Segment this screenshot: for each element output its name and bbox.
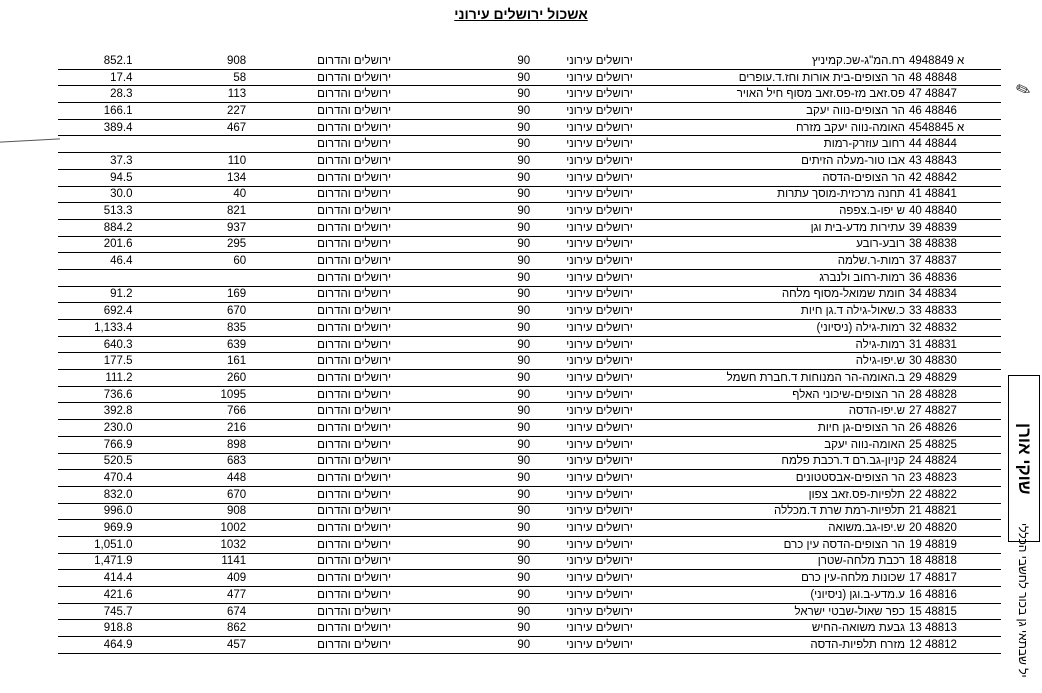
cell-line-id: 46 48846 [907,103,1001,120]
table-row [58,637,1001,654]
table-row [58,136,1001,153]
cell-line-id: 47 48847 [907,86,1001,103]
cell-region: ירושלים והדרום [248,587,460,604]
cell-route-name: הר הצופים-נווה יעקב [635,103,907,120]
cell-code: 90 [460,136,532,153]
cell-region: ירושלים והדרום [248,620,460,637]
cell-line-id: 15 48815 [907,603,1001,620]
table-row [58,603,1001,620]
cell-count: 477 [134,587,248,604]
cell-route-name: שכונות מלחה-עין כרם [635,570,907,587]
cell-region: ירושלים והדרום [248,153,460,170]
cell-region: ירושלים והדרום [248,103,460,120]
cell-value: 37.3 [58,153,134,170]
cell-value: 91.2 [58,286,134,303]
cell-line-id: 16 48816 [907,587,1001,604]
cell-count: 1002 [134,520,248,537]
cell-cluster: ירושלים עירוני [532,470,635,487]
cell-code: 90 [460,153,532,170]
cell-route-name: תלפיות-פס.זאב צפון [635,486,907,503]
table-row [58,186,1001,203]
cell-code: 90 [460,186,532,203]
cell-line-id: 32 48832 [907,320,1001,337]
cell-cluster: ירושלים עירוני [532,253,635,270]
cell-code: 90 [460,403,532,420]
cell-code: 90 [460,336,532,353]
cell-region: ירושלים והדרום [248,303,460,320]
cell-count: 898 [134,436,248,453]
table-row [58,253,1001,270]
cell-value: 421.6 [58,587,134,604]
cell-code: 90 [460,520,532,537]
cell-value: 969.9 [58,520,134,537]
cell-route-name: האומה-נווה יעקב מזרח [635,119,907,136]
cell-count: 908 [134,503,248,520]
table-row [58,119,1001,136]
cell-line-id: 41 48841 [907,186,1001,203]
cell-value: 852.1 [58,53,134,69]
cell-route-name: רמות-רחוב ולנברג [635,269,907,286]
cell-region: ירושלים והדרום [248,403,460,420]
cell-count: 58 [134,69,248,86]
cell-region: ירושלים והדרום [248,353,460,370]
cell-value: 392.8 [58,403,134,420]
cell-region: ירושלים והדרום [248,486,460,503]
table-row [58,69,1001,86]
handwritten-mark-icon: ✎ [1012,78,1034,103]
cell-code: 90 [460,453,532,470]
cell-count: 227 [134,103,248,120]
cell-code: 90 [460,253,532,270]
cell-line-id: 37 48837 [907,253,1001,270]
cell-code: 90 [460,169,532,186]
cell-route-name: רחוב עוזרק-רמות [635,136,907,153]
cell-route-name: ש.יפו-הדסה [635,403,907,420]
cell-route-name: הר הצופים-בית אורות וחז.ד.עופרים [635,69,907,86]
cell-value: 230.0 [58,420,134,437]
cell-code: 90 [460,320,532,337]
cell-count: 1141 [134,553,248,570]
stamp-signature: יל שבתאי גן בכור לחשבי הכללי [1016,522,1030,678]
cell-cluster: ירושלים עירוני [532,503,635,520]
cell-code: 90 [460,53,532,69]
cell-code: 90 [460,536,532,553]
lines-table [58,53,1001,654]
cell-value: 46.4 [58,253,134,270]
cell-region: ירושלים והדרום [248,320,460,337]
table-body [58,53,1001,653]
cell-value: 766.9 [58,436,134,453]
cell-line-id: 45א 48845 [907,119,1001,136]
cell-route-name: ש יפו-ב.צפפה [635,203,907,220]
cell-code: 90 [460,69,532,86]
cell-route-name: רובע-רובע [635,236,907,253]
cell-route-name: ש.יפו-גילה [635,353,907,370]
table-row [58,169,1001,186]
cell-value: 918.8 [58,620,134,637]
cell-code: 90 [460,603,532,620]
table-row [58,486,1001,503]
cell-region: ירושלים והדרום [248,420,460,437]
cell-route-name: הר הצופים-גן חיות [635,420,907,437]
cell-value: 832.0 [58,486,134,503]
cell-value: 166.1 [58,103,134,120]
cell-count: 639 [134,336,248,353]
cell-count [134,136,248,153]
cell-code: 90 [460,420,532,437]
cell-cluster: ירושלים עירוני [532,386,635,403]
cell-count: 110 [134,153,248,170]
cell-route-name: כפר שאול-שבטי ישראל [635,603,907,620]
cell-line-id: 36 48836 [907,269,1001,286]
cell-region: ירושלים והדרום [248,453,460,470]
cell-route-name: הר הצופים-הדסה [635,169,907,186]
cell-cluster: ירושלים עירוני [532,286,635,303]
table-row [58,320,1001,337]
cell-route-name: מזרח תלפיות-הדסה [635,637,907,654]
cell-route-name: ש.יפו-גב.משואה [635,520,907,537]
table-row [58,353,1001,370]
cell-cluster: ירושלים עירוני [532,603,635,620]
cell-route-name: תחנה מרכזית-מוסך עתרות [635,186,907,203]
cell-line-id: 19 48819 [907,536,1001,553]
cell-line-id: 39 48839 [907,219,1001,236]
table-row [58,269,1001,286]
table-row [58,86,1001,103]
cell-value: 1,133.4 [58,320,134,337]
cell-code: 90 [460,303,532,320]
cell-code: 90 [460,470,532,487]
cell-value: 30.0 [58,186,134,203]
cell-cluster: ירושלים עירוני [532,353,635,370]
cell-route-name: תלפיות-רמת שרת ד.מכללה [635,503,907,520]
cell-value: 389.4 [58,119,134,136]
cell-cluster: ירושלים עירוני [532,269,635,286]
cell-cluster: ירושלים עירוני [532,553,635,570]
cell-route-name: כ.שאול-גילה ד.גן חיות [635,303,907,320]
cell-route-name: רמות-גילה (ניסיוני) [635,320,907,337]
cell-cluster: ירושלים עירוני [532,203,635,220]
cell-count: 1095 [134,386,248,403]
cell-line-id: 20 48820 [907,520,1001,537]
cell-line-id: 24 48824 [907,453,1001,470]
cell-count [134,269,248,286]
cell-count: 674 [134,603,248,620]
cell-route-name: קניון-גב.רם ד.רכבת פלמח [635,453,907,470]
cell-route-name: רמות-ר.שלמה [635,253,907,270]
cell-code: 90 [460,503,532,520]
cell-line-id: 42 48842 [907,169,1001,186]
cell-route-name: חומת שמואל-מסוף מלחה [635,286,907,303]
cell-count: 295 [134,236,248,253]
cell-code: 90 [460,86,532,103]
cell-region: ירושלים והדרום [248,503,460,520]
cell-code: 90 [460,203,532,220]
cell-count: 113 [134,86,248,103]
cell-cluster: ירושלים עירוני [532,86,635,103]
cell-region: ירושלים והדרום [248,186,460,203]
cell-cluster: ירושלים עירוני [532,153,635,170]
cell-line-id: 13 48813 [907,620,1001,637]
cell-cluster: ירושלים עירוני [532,236,635,253]
cell-region: ירושלים והדרום [248,553,460,570]
cell-code: 90 [460,386,532,403]
table-row [58,570,1001,587]
cell-line-id: 30 48830 [907,353,1001,370]
cell-cluster: ירושלים עירוני [532,136,635,153]
cell-value: 640.3 [58,336,134,353]
cell-route-name: רכבת מלחה-שטרן [635,553,907,570]
cell-region: ירושלים והדרום [248,86,460,103]
cell-region: ירושלים והדרום [248,336,460,353]
cell-region: ירושלים והדרום [248,219,460,236]
cell-cluster: ירושלים עירוני [532,436,635,453]
table-row [58,536,1001,553]
table-row [58,203,1001,220]
table-row [58,370,1001,387]
stamp-name: שוקי אורן [1008,375,1040,542]
cell-line-id: 26 48826 [907,420,1001,437]
cell-cluster: ירושלים עירוני [532,536,635,553]
cell-line-id: 48 48848 [907,69,1001,86]
cell-cluster: ירושלים עירוני [532,103,635,120]
cell-region: ירושלים והדרום [248,536,460,553]
cell-code: 90 [460,269,532,286]
cell-line-id: 25 48825 [907,436,1001,453]
cell-cluster: ירושלים עירוני [532,453,635,470]
cell-cluster: ירושלים עירוני [532,420,635,437]
cell-line-id: 28 48828 [907,386,1001,403]
cell-region: ירושלים והדרום [248,119,460,136]
cell-code: 90 [460,286,532,303]
cell-count: 60 [134,253,248,270]
cell-count: 683 [134,453,248,470]
cell-count: 457 [134,637,248,654]
cell-route-name: הר הצופים-אבסטטונים [635,470,907,487]
cell-count: 260 [134,370,248,387]
table-row [58,470,1001,487]
cell-route-name: רמות-גילה [635,336,907,353]
table-row [58,587,1001,604]
cell-count: 134 [134,169,248,186]
cell-line-id: 49א 48849 [907,53,1001,69]
cell-cluster: ירושלים עירוני [532,637,635,654]
cell-count: 161 [134,353,248,370]
cell-count: 908 [134,53,248,69]
table-row [58,336,1001,353]
cell-region: ירושלים והדרום [248,236,460,253]
cell-line-id: 38 48838 [907,236,1001,253]
table-row [58,436,1001,453]
cell-value: 1,051.0 [58,536,134,553]
cell-value: 1,471.9 [58,553,134,570]
cell-code: 90 [460,570,532,587]
cell-count: 1032 [134,536,248,553]
table-row [58,303,1001,320]
cell-count: 40 [134,186,248,203]
cell-line-id: 34 48834 [907,286,1001,303]
cell-region: ירושלים והדרום [248,637,460,654]
cell-count: 862 [134,620,248,637]
cell-region: ירושלים והדרום [248,603,460,620]
cell-value: 736.6 [58,386,134,403]
cell-line-id: 29 48829 [907,370,1001,387]
cell-cluster: ירושלים עירוני [532,53,635,69]
cell-line-id: 17 48817 [907,570,1001,587]
cell-code: 90 [460,103,532,120]
cell-line-id: 22 48822 [907,486,1001,503]
cell-region: ירושלים והדרום [248,136,460,153]
cell-cluster: ירושלים עירוני [532,620,635,637]
table-row [58,286,1001,303]
cell-code: 90 [460,370,532,387]
cell-route-name: ב.האומה-הר המנוחות ד.חברת חשמל [635,370,907,387]
cell-code: 90 [460,219,532,236]
cell-code: 90 [460,119,532,136]
cell-cluster: ירושלים עירוני [532,486,635,503]
cell-route-name: אבו טור-מעלה הזיתים [635,153,907,170]
table-row [58,103,1001,120]
cell-count: 670 [134,303,248,320]
cell-cluster: ירושלים עירוני [532,370,635,387]
cell-line-id: 44 48844 [907,136,1001,153]
table-row [58,153,1001,170]
table-row [58,219,1001,236]
cell-value: 414.4 [58,570,134,587]
cell-value: 884.2 [58,219,134,236]
cell-cluster: ירושלים עירוני [532,219,635,236]
cell-code: 90 [460,637,532,654]
table-row [58,420,1001,437]
cell-value: 520.5 [58,453,134,470]
cell-value: 177.5 [58,353,134,370]
table-row [58,386,1001,403]
cell-value: 470.4 [58,470,134,487]
cell-code: 90 [460,486,532,503]
cell-value: 94.5 [58,169,134,186]
cell-line-id: 31 48831 [907,336,1001,353]
cell-region: ירושלים והדרום [248,253,460,270]
cell-count: 937 [134,219,248,236]
cell-route-name: הר הצופים-שיכוני האלף [635,386,907,403]
cell-cluster: ירושלים עירוני [532,303,635,320]
cell-line-id: 21 48821 [907,503,1001,520]
cell-cluster: ירושלים עירוני [532,119,635,136]
cell-line-id: 18 48818 [907,553,1001,570]
cell-cluster: ירושלים עירוני [532,570,635,587]
cell-code: 90 [460,620,532,637]
cell-line-id: 43 48843 [907,153,1001,170]
cell-route-name: ע.מדע-ב.וגן (ניסיוני) [635,587,907,604]
cell-region: ירושלים והדרום [248,286,460,303]
cell-value: 745.7 [58,603,134,620]
cell-route-name: עתירות מדע-בית וגן [635,219,907,236]
cell-count: 670 [134,486,248,503]
cell-route-name: גבעת משואה-החיש [635,620,907,637]
cell-cluster: ירושלים עירוני [532,186,635,203]
cell-region: ירושלים והדרום [248,570,460,587]
cell-line-id: 40 48840 [907,203,1001,220]
cell-code: 90 [460,436,532,453]
cell-value: 28.3 [58,86,134,103]
cell-count: 409 [134,570,248,587]
table-row [58,553,1001,570]
cell-count: 766 [134,403,248,420]
cell-region: ירושלים והדרום [248,470,460,487]
table-row [58,53,1001,69]
cell-cluster: ירושלים עירוני [532,320,635,337]
cell-value: 513.3 [58,203,134,220]
cell-cluster: ירושלים עירוני [532,587,635,604]
table-row [58,236,1001,253]
cell-region: ירושלים והדרום [248,269,460,286]
table-row [58,520,1001,537]
cell-region: ירושלים והדרום [248,436,460,453]
cell-cluster: ירושלים עירוני [532,169,635,186]
cell-count: 821 [134,203,248,220]
table-row [58,503,1001,520]
cell-value: 17.4 [58,69,134,86]
cell-code: 90 [460,353,532,370]
cell-region: ירושלים והדרום [248,53,460,69]
cell-line-id: 27 48827 [907,403,1001,420]
cell-region: ירושלים והדרום [248,69,460,86]
cell-region: ירושלים והדרום [248,386,460,403]
cell-count: 169 [134,286,248,303]
cell-value: 692.4 [58,303,134,320]
cell-region: ירושלים והדרום [248,370,460,387]
cell-value: 464.9 [58,637,134,654]
cell-value [58,136,134,153]
stray-line [0,138,60,142]
cell-code: 90 [460,553,532,570]
cell-line-id: 12 48812 [907,637,1001,654]
cell-count: 216 [134,420,248,437]
cell-cluster: ירושלים עירוני [532,69,635,86]
cell-code: 90 [460,236,532,253]
cell-route-name: פס.זאב מז-פס.זאב מסוף חיל האויר [635,86,907,103]
table-row [58,620,1001,637]
cell-value: 201.6 [58,236,134,253]
cell-count: 467 [134,119,248,136]
cell-cluster: ירושלים עירוני [532,336,635,353]
cell-region: ירושלים והדרום [248,169,460,186]
cell-route-name: האומה-נווה יעקב [635,436,907,453]
cell-count: 448 [134,470,248,487]
cell-line-id: 23 48823 [907,470,1001,487]
cell-code: 90 [460,587,532,604]
cell-route-name: רח.המ"ג-שכ.קמיניץ [635,53,907,69]
cell-line-id: 33 48833 [907,303,1001,320]
cell-route-name: הר הצופים-הדסה עין כרם [635,536,907,553]
cell-count: 835 [134,320,248,337]
cell-value [58,269,134,286]
cell-cluster: ירושלים עירוני [532,403,635,420]
table-row [58,453,1001,470]
cell-region: ירושלים והדרום [248,203,460,220]
cell-cluster: ירושלים עירוני [532,520,635,537]
cell-value: 111.2 [58,370,134,387]
page-title: אשכול ירושלים עירוני [454,6,588,22]
cell-value: 996.0 [58,503,134,520]
cell-region: ירושלים והדרום [248,520,460,537]
table-row [58,403,1001,420]
